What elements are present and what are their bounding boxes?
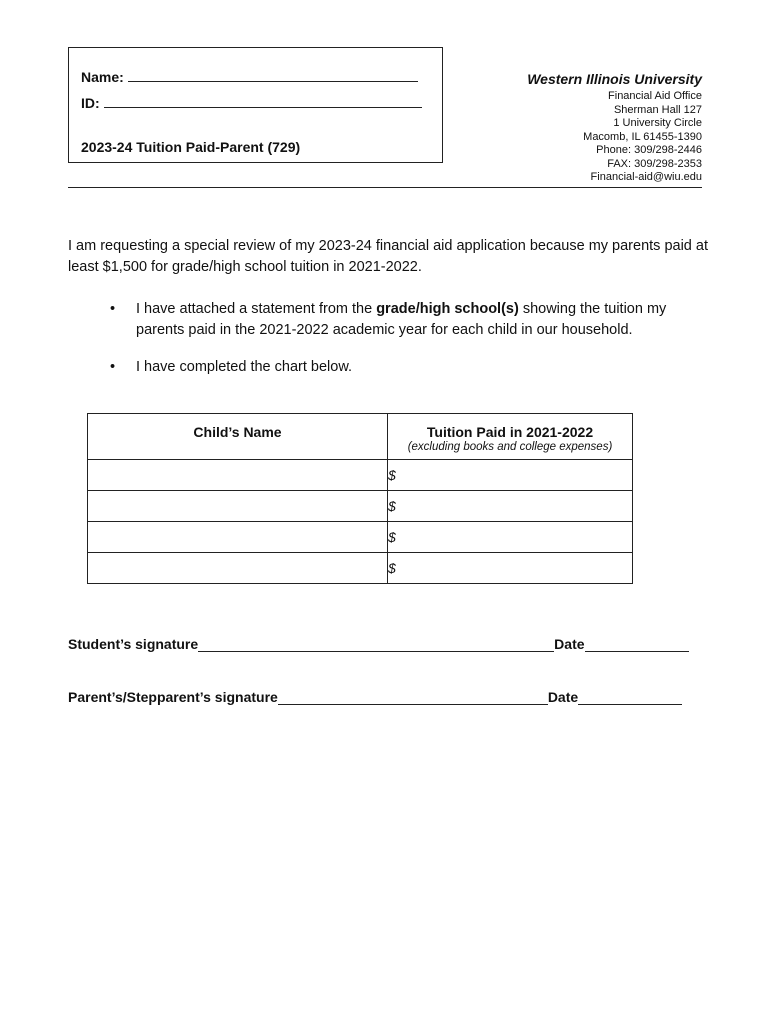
student-signature-line[interactable] [198, 637, 554, 652]
table-row [88, 460, 633, 491]
date-label: Date [547, 689, 579, 705]
child-name-cell[interactable] [88, 460, 388, 491]
office-line: Financial Aid Office [608, 90, 702, 102]
bullet-text-part: I have attached a statement from the [136, 301, 377, 317]
bullet-item-chart [110, 357, 700, 378]
name-label: Name: [81, 69, 124, 85]
office-address [527, 68, 702, 185]
bullet-icon: • [110, 359, 116, 375]
student-info-box [68, 47, 443, 163]
name-field[interactable] [81, 69, 418, 85]
office-line: Macomb, IL 61455-1390 [583, 130, 702, 143]
bullet-text [136, 299, 700, 341]
parent-date-line[interactable] [578, 690, 682, 705]
tuition-amount-cell[interactable]: $ [388, 460, 633, 491]
tuition-amount-cell[interactable]: $ [388, 522, 633, 553]
bullet-text-bold: grade/high school(s) [376, 301, 519, 317]
student-signature-row [68, 636, 702, 652]
form-title: 2023-24 Tuition Paid-Parent (729) [81, 139, 301, 155]
parent-signature-label: Parent’s/Stepparent’s signature [68, 689, 278, 705]
child-name-header-label: Child’s Name [193, 424, 282, 440]
table-row [88, 491, 633, 522]
child-name-cell[interactable] [88, 491, 388, 522]
child-name-cell[interactable] [88, 522, 388, 553]
child-name-header [88, 414, 388, 460]
parent-signature-row [68, 689, 702, 705]
office-line: 1 University Circle [613, 117, 702, 129]
bullet-icon: • [110, 301, 116, 317]
parent-signature-line[interactable] [278, 690, 548, 705]
table-row [88, 522, 633, 553]
date-label: Date [554, 636, 585, 652]
bullet-text-part: showing the tuition my parents paid in the 2021-2022 academic year for each child in our household. [136, 301, 667, 338]
tuition-header [388, 414, 633, 460]
tuition-header-label: Tuition Paid in 2021-2022 [426, 424, 594, 440]
intro-paragraph: I am requesting a special review of my 2023-24 financial aid application because my parents paid at least $1,500 for grade/high school tuition in 2021-2022. [68, 238, 708, 275]
tuition-amount-cell[interactable]: $ [388, 491, 633, 522]
bullet-text: I have completed the chart below. [136, 359, 353, 375]
table-row [88, 553, 633, 584]
office-fax: FAX: 309/298-2353 [607, 157, 702, 170]
office-email: Financial-aid@wiu.edu [590, 171, 702, 183]
header-divider [68, 187, 702, 188]
office-phone: Phone: 309/298-2446 [596, 144, 702, 156]
tuition-header-note: (excluding books and college expenses) [407, 441, 613, 453]
child-name-cell[interactable] [88, 553, 388, 584]
university-name: Western Illinois University [527, 71, 702, 87]
student-signature-label: Student’s signature [68, 636, 199, 652]
tuition-amount-cell[interactable]: $ [388, 553, 633, 584]
office-line: Sherman Hall 127 [613, 103, 702, 116]
id-line[interactable] [104, 107, 422, 108]
id-field[interactable] [81, 95, 422, 111]
student-date-line[interactable] [585, 637, 689, 652]
chart-header-row [88, 414, 633, 460]
tuition-chart [87, 413, 633, 584]
id-label: ID: [81, 95, 100, 111]
name-line[interactable] [128, 81, 418, 82]
bullet-item-attached [110, 299, 700, 341]
